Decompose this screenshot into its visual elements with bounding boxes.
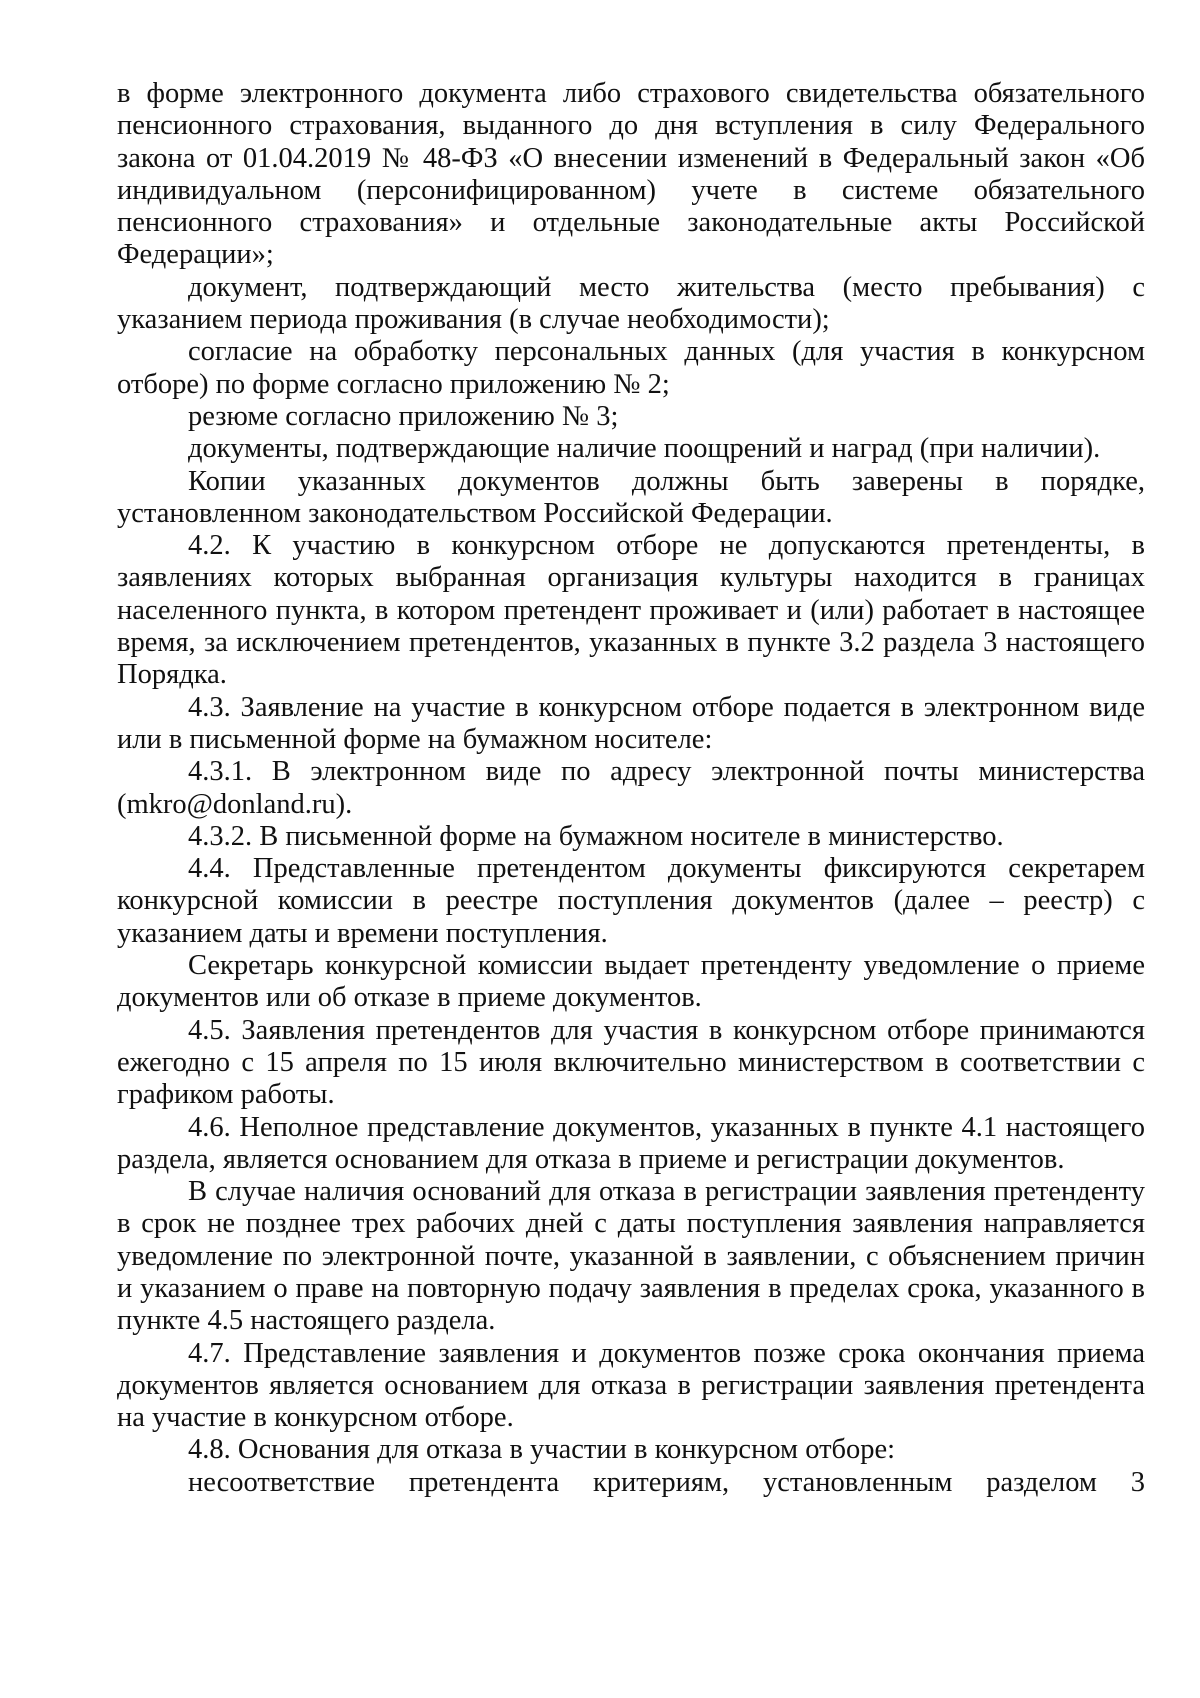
paragraph-1: в форме электронного документа либо страхового свидетельства обязательного пенсионного страхования, выданного до дня вступления в силу Федерального закона от 01.04.2019 № 48-ФЗ «О внесении изменений в Федеральный закон «Об индивидуальном (персонифицированном) учете в системе обязательного пенсионного страхования» и отдельные законодательные акты Российской Федерации»; (117, 78, 1145, 271)
paragraph-10: 4.3.2. В письменной форме на бумажном носителе в министерство. (188, 820, 1004, 852)
paragraph-7: 4.2. К участию в конкурсном отборе не допускаются претенденты, в заявлениях которых выбранная организация культуры находится в границах населенного пункта, в котором претендент проживает и (или) работает в настоящее время, за исключением претендентов, указанных в пункте 3.2 раздела 3 настоящего Порядка. (117, 530, 1145, 691)
paragraph-9: 4.3.1. В электронном виде по адресу электронной почты министерства (mkro@donland.ru). (117, 756, 1145, 820)
paragraph-6: Копии указанных документов должны быть заверены в порядке, установленном законодательством Российской Федерации. (117, 465, 1145, 529)
document-body (117, 78, 1145, 1499)
paragraph-16: 4.7. Представление заявления и документов позже срока окончания приема документов является основанием для отказа в регистрации заявления претендента на участие в конкурсном отборе. (117, 1337, 1145, 1434)
paragraph-2: документ, подтверждающий место жительства (место пребывания) с указанием периода проживания (в случае необходимости); (117, 271, 1145, 336)
paragraph-13: 4.5. Заявления претендентов для участия в конкурсном отборе принимаются ежегодно с 15 апреля по 15 июля включительно министерством в соответствии с графиком работы. (117, 1014, 1145, 1111)
paragraph-17: 4.8. Основания для отказа в участии в конкурсном отборе: (188, 1434, 896, 1466)
paragraph-8: 4.3. Заявление на участие в конкурсном отборе подается в электронном виде или в письменной форме на бумажном носителе: (117, 691, 1145, 755)
paragraph-12: Секретарь конкурсной комиссии выдает претенденту уведомление о приеме документов или об отказе в приеме документов. (117, 950, 1145, 1014)
paragraph-15: В случае наличия оснований для отказа в регистрации заявления претенденту в срок не позднее трех рабочих дней с даты поступления заявления направляется уведомление по электронной почте, указанной в заявлении, с объяснением причин и указанием о праве на повторную подачу заявления в пределах срока, указанного в пункте 4.5 настоящего раздела. (117, 1176, 1145, 1337)
paragraph-3: согласие на обработку персональных данных (для участия в конкурсном отборе) по форме согласно приложению № 2; (117, 336, 1145, 400)
paragraph-11: 4.4. Представленные претендентом документы фиксируются секретарем конкурсной комиссии в реестре поступления документов (далее – реестр) с указанием даты и времени поступления. (117, 853, 1145, 949)
paragraph-18: несоответствие претендента критериям, установленным разделом 3 (188, 1466, 1145, 1498)
paragraph-4: резюме согласно приложению № 3; (188, 400, 619, 432)
paragraph-5: документы, подтверждающие наличие поощрений и наград (при наличии). (188, 433, 1101, 465)
paragraph-14: 4.6. Неполное представление документов, указанных в пункте 4.1 настоящего раздела, является основанием для отказа в приеме и регистрации документов. (117, 1111, 1145, 1175)
